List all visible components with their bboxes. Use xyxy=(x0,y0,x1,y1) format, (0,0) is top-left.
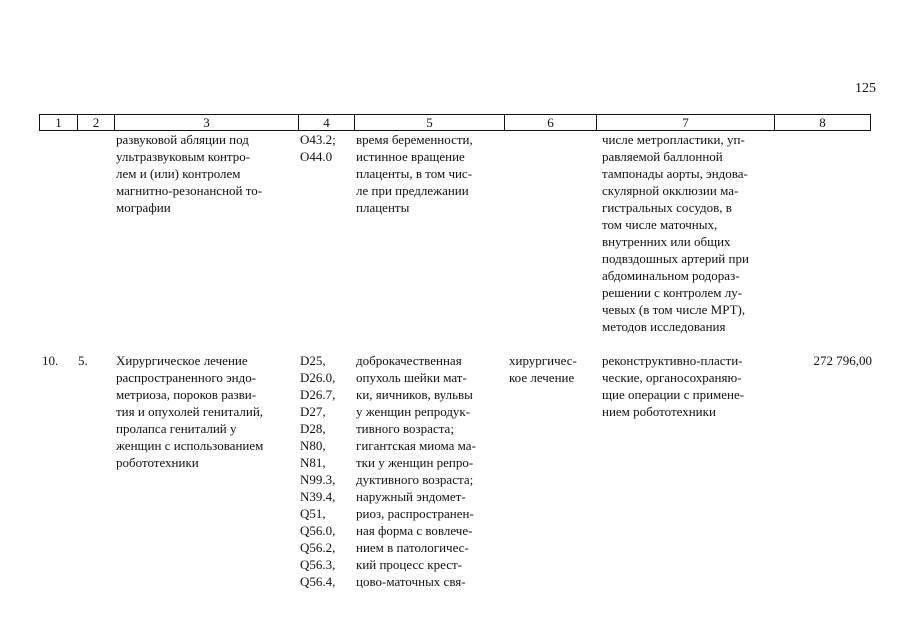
continuation-icd-codes: O43.2; O44.0 xyxy=(300,132,336,164)
column-number-6: 6 xyxy=(505,115,597,131)
continuation-patient-model: время беременности, истинное вращение плаценты, в том чис- ле при предлежании плаценты xyxy=(356,132,473,215)
column-number-header xyxy=(39,114,871,131)
cost-value: 272 796,00 xyxy=(813,353,872,368)
column-number-2: 2 xyxy=(78,115,115,131)
group-number: 5. xyxy=(78,353,88,368)
continuation-method-description: развуковой абляции под ультразвуковым контро- лем и (или) контролем магнитно-резонансной то- мографии xyxy=(116,132,263,215)
continuation-treatment-method: числе метропластики, уп- равляемой баллонной тампонады аорты, эндова- скулярной окклюзии ма- гистральных сосудов, в том числе маточных, внутренних или общих подвздошных артерий при абдоминальном родораз- решении с контролем лу- чевых (в том числе МРТ), методов исследования xyxy=(602,132,749,334)
column-number-8: 8 xyxy=(775,115,871,131)
treatment-method: реконструктивно-пласти- ческие, органосохраняю- щие операции с примене- нием робототехники xyxy=(602,353,745,419)
column-number-1: 1 xyxy=(40,115,78,131)
method-description: Хирургическое лечение распространенного эндо- метриоза, пороков разви- тия и опухолей гениталий, пролапса гениталий у женщин с использованием робототехники xyxy=(116,353,264,470)
patient-model: доброкачественная опухоль шейки мат- ки, яичников, вульвы у женщин репродук- тивного возраста; гигантская миома ма- тки у женщин репро- дуктивного возраста; наружный эндомет- риоз, распространен- ная форма с вовлече- нием в патологичес- кий процесс крест- цово-маточных свя- xyxy=(356,353,476,589)
treatment-type: хирургичес- кое лечение xyxy=(509,353,577,385)
column-number-4: 4 xyxy=(299,115,355,131)
row-number: 10. xyxy=(42,353,59,368)
column-number-7: 7 xyxy=(597,115,775,131)
page-number: 125 xyxy=(855,81,876,96)
column-number-5: 5 xyxy=(355,115,505,131)
icd-codes: D25, D26.0, D26.7, D27, D28, N80, N81, N99.3, N39.4, Q51, Q56.0, Q56.2, Q56.3, Q56.4, xyxy=(300,353,336,589)
column-number-3: 3 xyxy=(115,115,299,131)
